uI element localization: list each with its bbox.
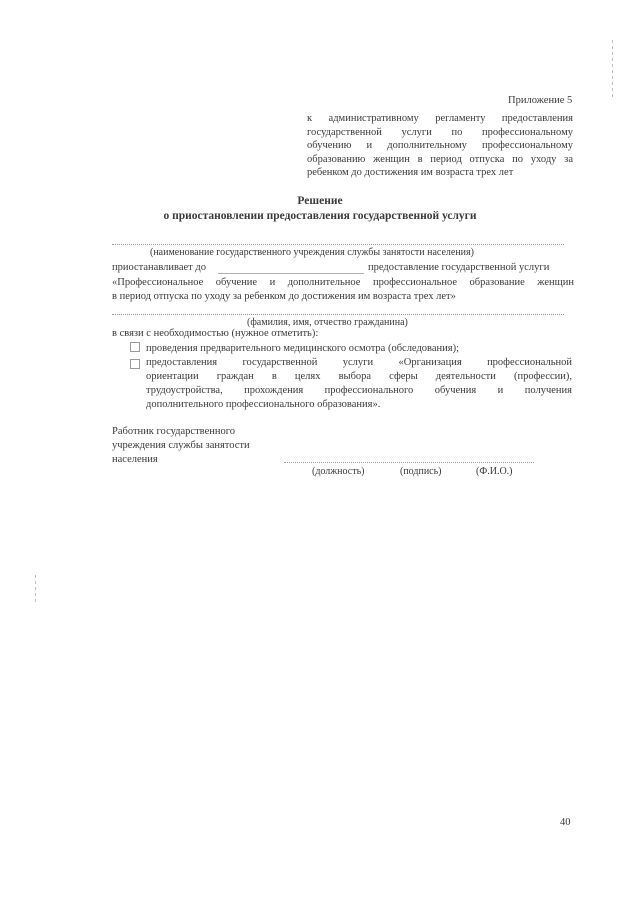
- reason-label: предоставления государственной услуги «Организация профессиональной: [146, 357, 572, 368]
- reason-label: проведения предварительного медицинского осмотра (обследования);: [146, 343, 460, 354]
- reason-item: [130, 342, 459, 354]
- reason-label-cont: дополнительного профессионального образования».: [146, 399, 381, 410]
- signature-field-line: [284, 462, 534, 463]
- service-line: «Профессиональное обучение и дополнительное профессиональное образование женщин: [112, 277, 574, 288]
- suspends-suffix: предоставление государственной услуги: [368, 262, 550, 273]
- scan-mark: [35, 575, 36, 605]
- worker-label: Работник государственного учреждения службы занятости населения: [112, 426, 250, 465]
- service-text: [112, 276, 574, 304]
- reason-checkbox[interactable]: [130, 359, 140, 369]
- document-subtitle: о приостановлении предоставления государственной услуги: [163, 210, 477, 222]
- position-caption: (должность): [312, 466, 365, 477]
- document-title: Решение: [297, 195, 343, 207]
- regulation-line: ребенком до достижения им возраста трех лет: [307, 167, 514, 178]
- citizen-name-field-line: [112, 314, 564, 315]
- reason-checkbox[interactable]: [130, 342, 140, 352]
- reason-label-cont: трудоустройства, прохождения профессионального обучения и получения: [146, 385, 572, 396]
- reason-intro: в связи с необходимостью (нужное отметить):: [112, 328, 319, 339]
- initials-caption: (Ф.И.О.): [476, 466, 513, 477]
- appendix-label: Приложение 5: [508, 95, 573, 106]
- reason-item: [130, 356, 572, 412]
- institution-field-line: [112, 244, 564, 245]
- regulation-line: образованию женщин в период отпуска по уходу за: [307, 153, 573, 165]
- regulation-line: государственной услуги по профессиональному: [307, 126, 573, 138]
- regulation-line: обучению и дополнительному профессиональному: [307, 140, 573, 151]
- regulation-line: к административному регламенту предоставления: [307, 113, 573, 124]
- citizen-name-caption: (фамилия, имя, отчество гражданина): [247, 317, 408, 328]
- suspends-prefix: приостанавливает до: [112, 262, 206, 273]
- scan-mark: [612, 40, 613, 100]
- regulation-reference: [307, 112, 573, 180]
- reason-label-cont: ориентации граждан в целях выбора сферы деятельности (профессии),: [146, 371, 572, 382]
- service-line: в период отпуска по уходу за ребенком до достижения им возраста трех лет»: [112, 291, 456, 302]
- institution-caption: (наименование государственного учреждения службы занятости населения): [150, 247, 474, 258]
- signature-caption: (подпись): [400, 466, 442, 477]
- page-number: 40: [560, 817, 571, 828]
- date-field-line: [218, 273, 364, 274]
